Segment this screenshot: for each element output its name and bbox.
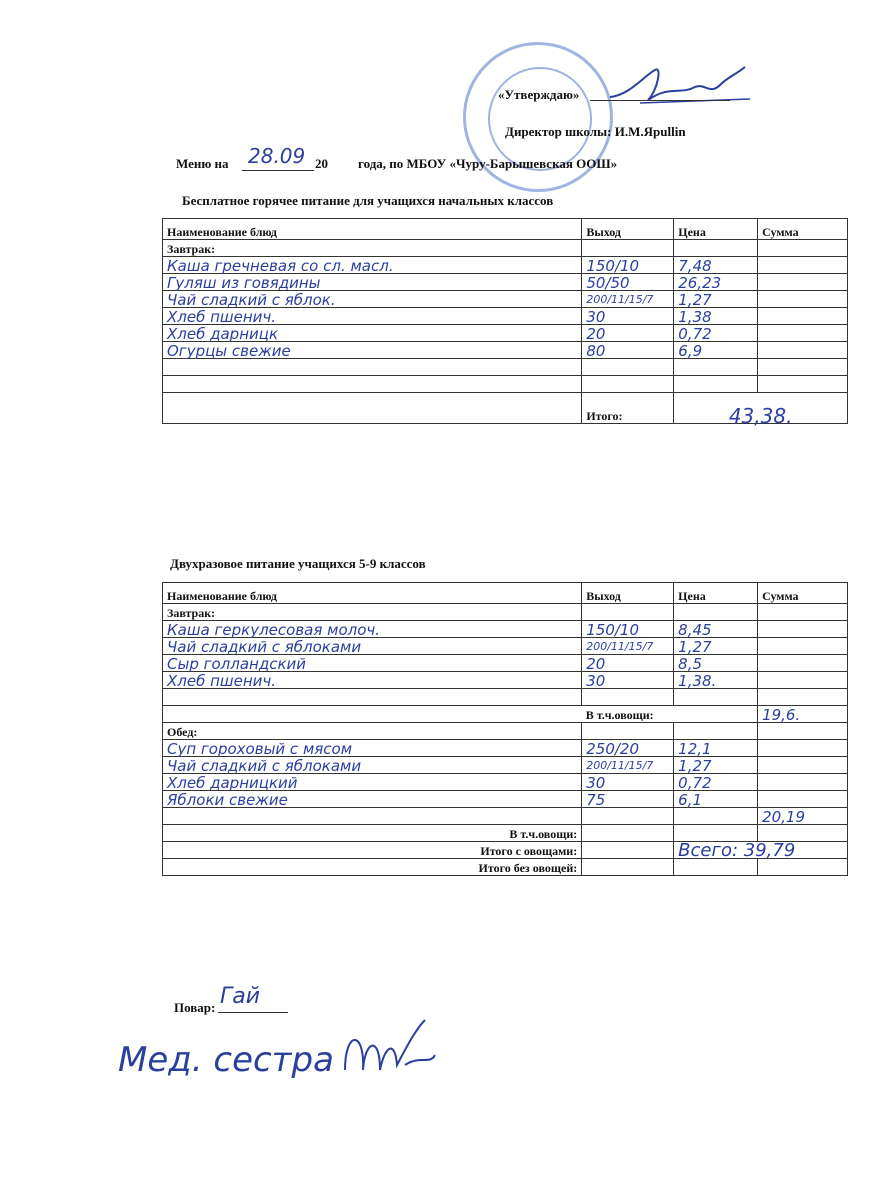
table-row: Сыр голландский 20 8,5	[163, 655, 848, 672]
nurse-signature	[335, 1010, 445, 1090]
cook-signature: Гай	[220, 984, 261, 1009]
director-label: Директор школы: И.М.Ярullin	[505, 124, 686, 139]
lunch-veg-label: В т.ч.овощи:	[163, 825, 582, 842]
section-breakfast: Завтрак:	[163, 604, 582, 621]
table-row: Каша геркулесовая молоч. 150/10 8,45	[163, 621, 848, 638]
table-row: Яблоки свежие 75 6,1	[163, 791, 848, 808]
lunch-sum: 20,19	[758, 808, 848, 825]
table-row: Хлеб дарницкий 30 0,72	[163, 774, 848, 791]
date-underline	[242, 170, 314, 171]
col-yield: Выход	[582, 583, 674, 604]
table-row: Огурцы свежие 80 6,9	[163, 342, 848, 359]
col-price: Цена	[674, 219, 758, 240]
approve-signature-line	[590, 100, 730, 101]
two-meals-title: Двухразовое питание учащихся 5-9 классов	[170, 556, 426, 571]
table-row: Суп гороховый с мясом 250/20 12,1	[163, 740, 848, 757]
menu-year-suffix: 20	[315, 156, 328, 171]
table-row: Чай сладкий с яблок. 200/11/15/7 1,27	[163, 291, 848, 308]
approve-label: «Утверждаю»	[498, 87, 580, 102]
table-row: Хлеб дарницк 20 0,72	[163, 325, 848, 342]
free-meals-table	[162, 218, 848, 428]
total-value: 43,38.	[674, 393, 848, 424]
free-meals-title: Бесплатное горячее питание для учащихся начальных классов	[182, 193, 554, 208]
section-lunch: Обед:	[163, 723, 582, 740]
breakfast-veg-label: В т.ч.овощи:	[163, 706, 674, 723]
menu-date: 28.09	[248, 144, 306, 168]
menu-school-title: года, по МБОУ «Чуру-Барышевская ООШ»	[358, 156, 618, 171]
table-row: Чай сладкий с яблоками 200/11/15/7 1,27	[163, 757, 848, 774]
col-dish-name: Наименование блюд	[163, 583, 582, 604]
table-row: Хлеб пшенич. 30 1,38.	[163, 672, 848, 689]
table-row: Хлеб пшенич. 30 1,38	[163, 308, 848, 325]
table-row: Чай сладкий с яблоками 200/11/15/7 1,27	[163, 638, 848, 655]
section-breakfast: Завтрак:	[163, 240, 582, 257]
cook-label: Повар:	[174, 1000, 216, 1015]
total-label: Итого:	[582, 393, 674, 424]
cook-signature-line	[218, 1012, 288, 1013]
two-meals-table	[162, 582, 848, 876]
total-without-veg-label: Итого без овощей:	[163, 859, 582, 876]
col-sum: Сумма	[758, 583, 848, 604]
col-dish-name: Наименование блюд	[163, 219, 582, 240]
col-price: Цена	[674, 583, 758, 604]
table-row: Каша гречневая со сл. масл. 150/10 7,48	[163, 257, 848, 274]
director-signature	[600, 55, 760, 115]
menu-prefix: Меню на	[176, 156, 229, 171]
total-with-veg-label: Итого с овощами:	[163, 842, 582, 859]
grand-total: Всего: 39,79	[674, 842, 848, 859]
col-yield: Выход	[582, 219, 674, 240]
col-sum: Сумма	[758, 219, 848, 240]
breakfast-sum: 19,6.	[758, 706, 848, 723]
table-row: Гуляш из говядины 50/50 26,23	[163, 274, 848, 291]
nurse-label: Мед. сестра	[118, 1040, 334, 1080]
